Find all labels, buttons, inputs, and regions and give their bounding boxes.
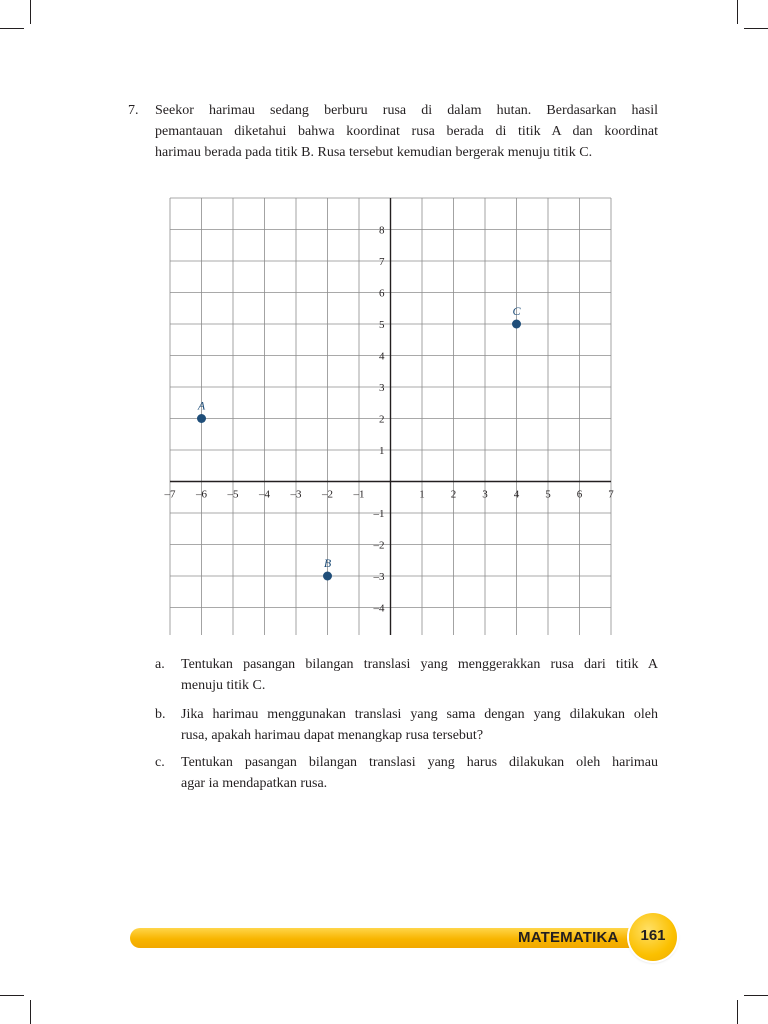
subquestion-line: Tentukan pasangan bilangan translasi yang menggerakkan rusa dari titik A bbox=[181, 657, 658, 672]
y-tick-label: –4 bbox=[373, 602, 385, 615]
crop-mark bbox=[744, 995, 768, 996]
crop-mark bbox=[30, 0, 31, 24]
y-tick-label: 2 bbox=[379, 413, 385, 426]
y-tick-label: –1 bbox=[373, 508, 385, 520]
y-tick-label: 8 bbox=[379, 224, 385, 237]
y-tick-label: –2 bbox=[373, 539, 385, 552]
question-line: harimau berada pada titik B. Rusa tersebut kemudian bergerak menuju titik C. bbox=[155, 145, 593, 160]
subquestion-text bbox=[181, 752, 658, 794]
subquestion-line: Tentukan pasangan bilangan translasi yang harus dilakukan oleh harimau bbox=[181, 755, 658, 770]
crop-mark bbox=[737, 1000, 738, 1024]
footer-subject: MATEMATIKA bbox=[518, 929, 619, 946]
question-line: pemantauan diketahui bahwa koordinat rusa berada di titik A dan koordinat bbox=[155, 124, 658, 139]
x-tick-label: 5 bbox=[545, 488, 551, 501]
coordinate-graph bbox=[160, 190, 630, 635]
crop-mark bbox=[0, 995, 24, 996]
crop-mark bbox=[744, 28, 768, 29]
subquestion-label: b. bbox=[155, 707, 166, 722]
x-tick-label: 2 bbox=[450, 488, 457, 501]
page-number: 161 bbox=[640, 927, 666, 944]
subquestion-text bbox=[181, 654, 658, 696]
crop-mark bbox=[30, 1000, 31, 1024]
y-tick-label: –3 bbox=[373, 571, 385, 583]
y-tick-label: 3 bbox=[379, 382, 385, 394]
subquestion-text bbox=[181, 704, 658, 746]
x-tick-label: –3 bbox=[290, 488, 302, 501]
y-tick-label: 1 bbox=[379, 445, 385, 457]
x-tick-label: –2 bbox=[322, 488, 333, 501]
x-tick-label: –1 bbox=[353, 488, 365, 501]
x-tick-label: 4 bbox=[513, 488, 520, 501]
y-tick-label: 7 bbox=[379, 256, 385, 268]
x-tick-label: –5 bbox=[227, 488, 239, 501]
y-tick-label: 6 bbox=[379, 287, 385, 300]
subquestion-line: Jika harimau menggunakan translasi yang sama dengan yang dilakukan oleh bbox=[181, 707, 658, 722]
crop-mark bbox=[737, 0, 738, 24]
x-tick-label: 6 bbox=[576, 488, 583, 501]
subquestion-line: menuju titik C. bbox=[181, 678, 266, 693]
subquestion-label: c. bbox=[155, 755, 165, 770]
question-line: Seekor harimau sedang berburu rusa di dalam hutan. Berdasarkan hasil bbox=[155, 103, 658, 118]
subquestion-label: a. bbox=[155, 657, 165, 672]
point-c bbox=[512, 320, 521, 329]
question-number: 7. bbox=[128, 103, 139, 118]
x-tick-label: 7 bbox=[608, 488, 614, 501]
subquestion-line: rusa, apakah harimau dapat menangkap rusa tersebut? bbox=[181, 728, 484, 743]
point-label-b: B bbox=[323, 556, 332, 570]
y-tick-label: 5 bbox=[379, 319, 385, 331]
crop-mark bbox=[0, 28, 24, 29]
x-tick-label: 1 bbox=[419, 488, 425, 501]
point-b bbox=[323, 572, 332, 581]
point-a bbox=[197, 414, 206, 423]
y-tick-label: 4 bbox=[379, 350, 385, 363]
x-tick-label: –4 bbox=[259, 488, 270, 501]
x-tick-label: 3 bbox=[482, 488, 488, 501]
subquestion-line: agar ia mendapatkan rusa. bbox=[181, 776, 328, 791]
point-label-c: C bbox=[512, 304, 521, 318]
point-label-a: A bbox=[197, 398, 206, 413]
question-text bbox=[155, 100, 658, 163]
x-tick-label: –6 bbox=[196, 488, 207, 501]
x-tick-label: –7 bbox=[164, 488, 176, 501]
